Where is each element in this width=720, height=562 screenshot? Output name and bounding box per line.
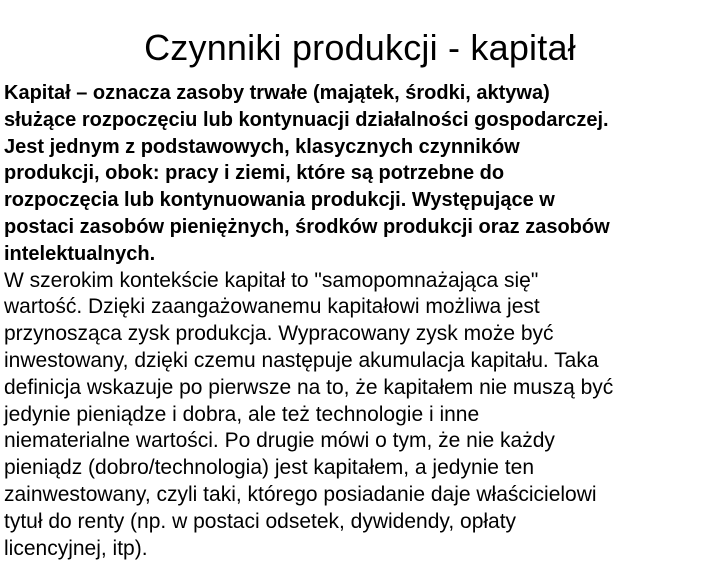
slide-body (4, 80, 720, 562)
paragraph-capital-definition: Kapitał – oznacza zasoby trwałe (majątek, środki, aktywa) służące rozpoczęciu lub kontynuacji działalności gospodarczej. Jest jednym z podstawowych, klasycznych czynników produkcji, obok: pracy i ziemi, które są potrzebne do rozpoczęcia lub kontynuowania produkcji. Występujące w postaci zasobów pieniężnych, środków produkcji oraz zasobów intelektualnych. (4, 82, 610, 265)
slide-title: Czynniki produkcji - kapitał (144, 27, 576, 68)
paragraph-capital-broad-context: W szerokim kontekście kapitał to "samopomnażająca się" wartość. Dzięki zaangażowanemu kapitałowi możliwa jest przynosząca zysk produkcja. Wypracowany zysk może być inwestowany, dzięki czemu następuje akumulacja kapitału. Taka definicja wskazuje po pierwsze na to, że kapitałem nie muszą być jedynie pieniądze i dobra, ale też technologie i inne niematerialne wartości. Po drugie mówi o tym, że nie każdy pieniądz (dobro/technologia) jest kapitałem, a jedynie ten zainwestowany, czyli taki, którego posiadanie daje właścicielowi tytuł do renty (np. w postaci odsetek, dywidendy, opłaty licencyjnej, itp). (4, 268, 614, 560)
